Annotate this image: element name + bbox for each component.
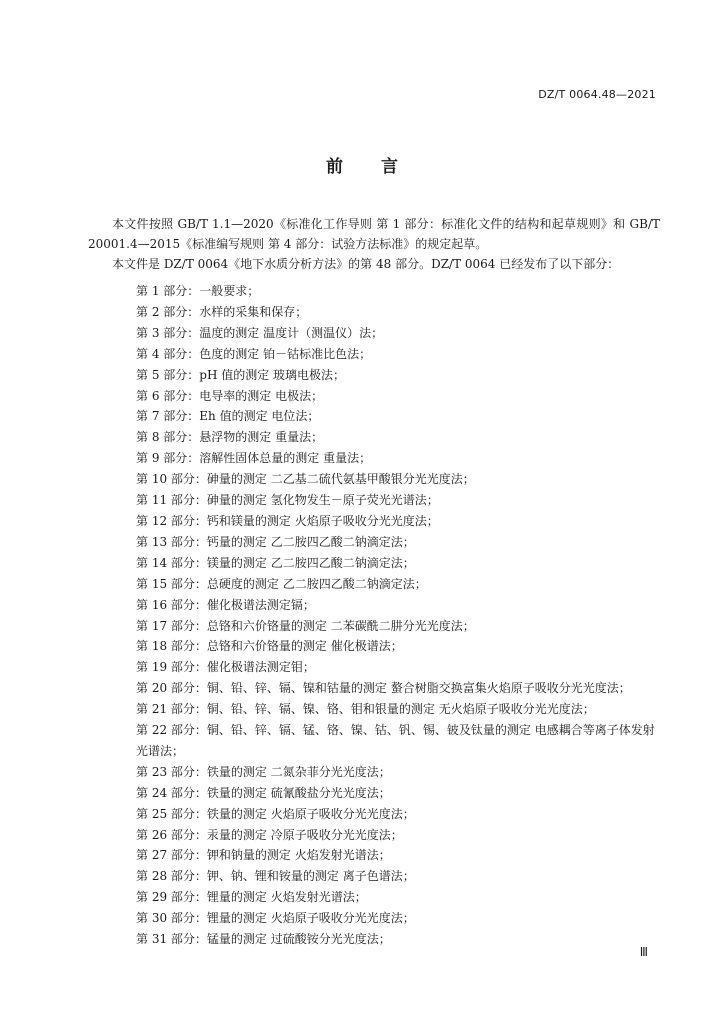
- list-item: 第 8 部分：悬浮物的测定 重量法；: [136, 430, 324, 445]
- list-item: 第 5 部分：pH 值的测定 玻璃电极法；: [136, 367, 346, 382]
- page-title: 前言: [326, 157, 436, 177]
- list-item: 第 1 部分：一般要求；: [136, 284, 260, 298]
- list-item: 第 11 部分：砷量的测定 氢化物发生－原子荧光光谱法；: [136, 493, 439, 508]
- document-code: DZ/T 0064.48—2021: [538, 88, 656, 101]
- list-item: 第 6 部分：电导率的测定 电极法；: [136, 388, 324, 403]
- intro-paragraph: 本文件按照 GB/T 1.1—2020《标准化工作导则 第 1 部分：标准化文件的结构和起草规则》和 GB/T 20001.4—2015《标准编写规则 第 4 部分：试验方法标准》的规定起草。: [88, 217, 660, 251]
- list-item: 第 12 部分：钙和镁量的测定 火焰原子吸收分光光度法；: [136, 513, 439, 528]
- list-item: 第 13 部分：钙量的测定 乙二胺四乙酸二钠滴定法；: [136, 534, 415, 549]
- list-item: 第 27 部分：钾和钠量的测定 火焰发射光谱法；: [136, 848, 391, 863]
- list-item: 第 21 部分：铜、铅、锌、镉、镍、铬、钼和银量的测定 无火焰原子吸收分光光度法；: [136, 702, 595, 717]
- list-item: 第 25 部分：铁量的测定 火焰原子吸收分光光度法；: [136, 806, 415, 821]
- list-item: 第 15 部分：总硬度的测定 乙二胺四乙酸二钠滴定法；: [136, 576, 427, 591]
- list-item: 第 3 部分：温度的测定 温度计（测温仪）法；: [136, 325, 384, 340]
- list-item: 第 29 部分：锂量的测定 火焰发射光谱法；: [136, 890, 367, 905]
- intro-paragraph: 本文件是 DZ/T 0064《地下水质分析方法》的第 48 部分。DZ/T 0064 已经发布了以下部分：: [112, 257, 620, 271]
- list-item: 第 9 部分：溶解性固体总量的测定 重量法；: [136, 451, 372, 466]
- list-item: 第 18 部分：总铬和六价铬量的测定 催化极谱法；: [136, 639, 403, 654]
- parts-list: [136, 281, 662, 950]
- list-item: 第 7 部分：Eh 值的测定 电位法；: [136, 409, 320, 424]
- intro-section: [88, 214, 660, 274]
- list-item: 第 20 部分：铜、铅、锌、镉、镍和钴量的测定 螯合树脂交换富集火焰原子吸收分光光度法；: [136, 681, 631, 696]
- list-item: 第 23 部分：铁量的测定 二氮杂菲分光光度法；: [136, 764, 391, 779]
- list-item: 第 24 部分：铁量的测定 硫氰酸盐分光光度法；: [136, 785, 391, 800]
- list-item: 第 26 部分：汞量的测定 冷原子吸收分光光度法；: [136, 827, 403, 842]
- list-item: 第 22 部分：铜、铅、锌、镉、锰、铬、镍、钴、钒、锡、铍及钛量的测定 电感耦合等离子体发射光谱法；: [136, 723, 655, 758]
- list-item: 第 4 部分：色度的测定 铂－钴标准比色法；: [136, 346, 372, 361]
- list-item: 第 30 部分：锂量的测定 火焰原子吸收分光光度法；: [136, 911, 415, 926]
- list-item: 第 19 部分：催化极谱法测定钼；: [136, 660, 315, 675]
- list-item: 第 14 部分：镁量的测定 乙二胺四乙酸二钠滴定法；: [136, 555, 415, 570]
- page-number: Ⅲ: [639, 945, 648, 959]
- list-item: 第 16 部分：催化极谱法测定镉；: [136, 597, 315, 612]
- list-item: 第 17 部分：总铬和六价铬量的测定 二苯碳酰二肼分光光度法；: [136, 618, 475, 633]
- list-item: 第 28 部分：钾、钠、锂和铵量的测定 离子色谱法；: [136, 869, 415, 884]
- list-item: 第 2 部分：水样的采集和保存；: [136, 304, 308, 319]
- list-item: 第 31 部分：锰量的测定 过硫酸铵分光光度法；: [136, 932, 391, 947]
- list-item: 第 10 部分：砷量的测定 二乙基二硫代氨基甲酸银分光光度法；: [136, 472, 475, 487]
